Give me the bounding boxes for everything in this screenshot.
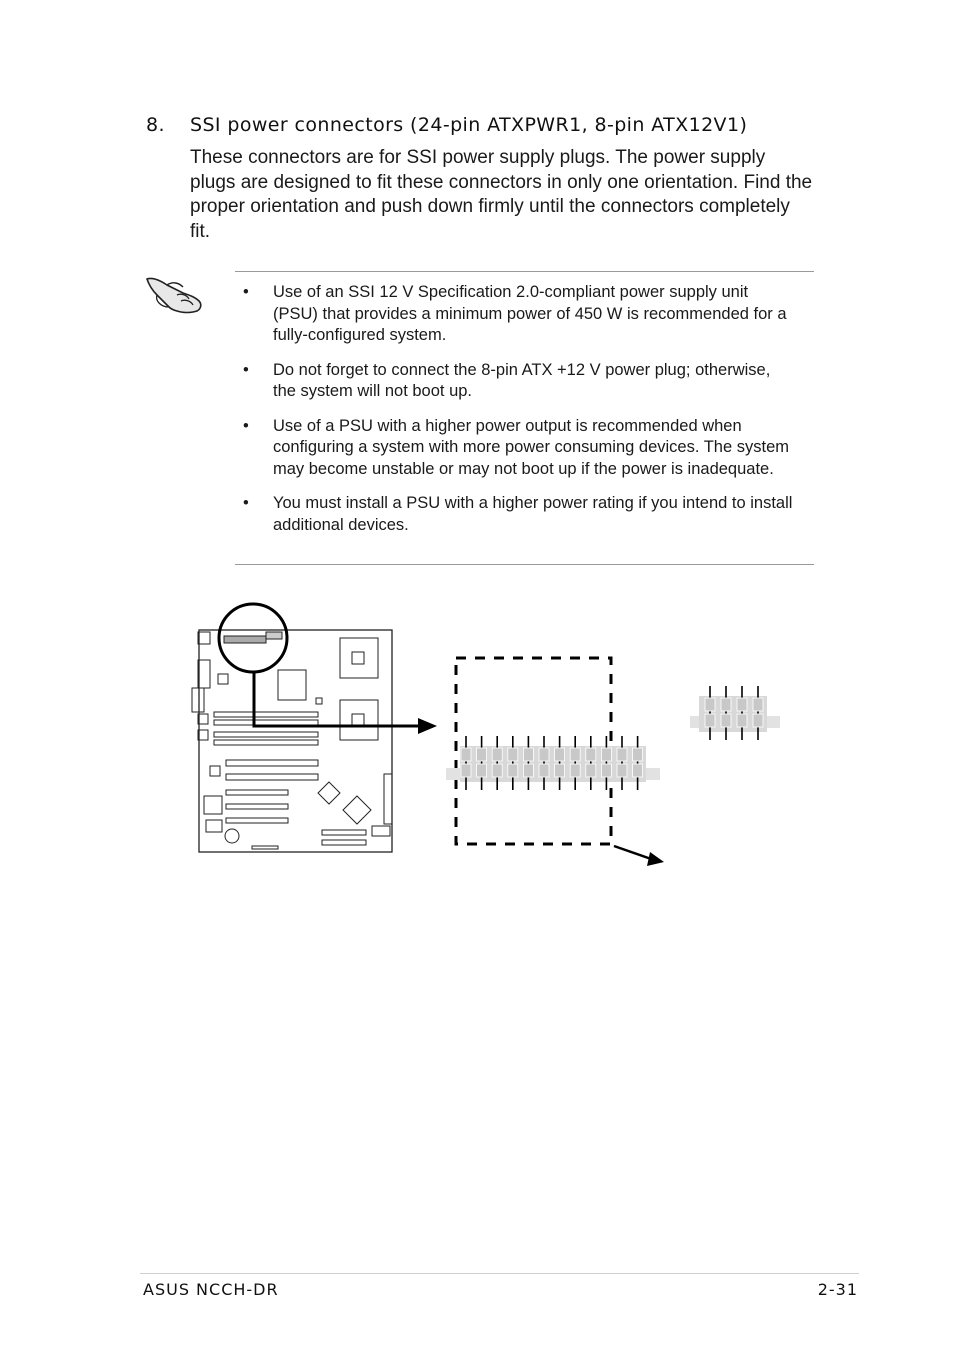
pin-socket — [508, 764, 518, 777]
section-title: SSI power connectors (24-pin ATXPWR1, 8-pin ATX12V1) — [190, 114, 748, 136]
pin-socket — [753, 714, 763, 727]
pin-socket — [477, 748, 487, 761]
motherboard-layout — [192, 630, 392, 852]
note-text: Do not forget to connect the 8-pin ATX +12 V power plug; otherwise, the system will not boot up. — [273, 360, 771, 400]
bullet: • — [243, 360, 249, 379]
pin-socket — [555, 764, 565, 777]
power-connector-diagram — [0, 590, 954, 880]
pin-socket — [633, 764, 643, 777]
footer-product: ASUS NCCH-DR — [143, 1280, 279, 1299]
atx12v-connector — [690, 686, 780, 740]
footer-page-number: 2-31 — [817, 1280, 858, 1299]
pin-socket — [523, 764, 533, 777]
pin-socket — [586, 748, 596, 761]
note-text: Use of a PSU with a higher power output is recommended when configuring a system with more power consuming devices. The system may become unstable or may not boot up if the power is inadequate. — [273, 416, 789, 478]
pointer-arrow — [647, 852, 664, 866]
pin-socket — [586, 764, 596, 777]
bullet: • — [243, 283, 249, 301]
pin-socket — [461, 748, 471, 761]
pin-socket — [601, 764, 611, 777]
pointing-hand-icon — [143, 271, 205, 315]
section-heading — [146, 114, 846, 136]
bullet: • — [243, 416, 249, 435]
pin-socket — [737, 714, 747, 727]
pin-socket — [539, 748, 549, 761]
note-item — [235, 493, 795, 536]
section-body: These connectors are for SSI power supply plugs. The power supply plugs are designed to fit these connectors in only one orientation. Find the proper orientation and push down firmly until the connectors completely fit. — [190, 147, 813, 242]
pin-socket — [737, 698, 747, 711]
note-text: You must install a PSU with a higher power rating if you intend to install additional devices. — [273, 494, 793, 534]
pin-socket — [633, 748, 643, 761]
callout-line — [254, 672, 420, 726]
pin-socket — [477, 764, 487, 777]
pin-socket — [705, 698, 715, 711]
pin-socket — [555, 748, 565, 761]
pin-socket — [570, 748, 580, 761]
pin-socket — [753, 698, 763, 711]
pin-socket — [601, 748, 611, 761]
note-item — [235, 282, 795, 347]
pin-socket — [508, 748, 518, 761]
callout-arrow — [418, 718, 437, 734]
pin-socket — [705, 714, 715, 727]
note-text: Use of an SSI 12 V Specification 2.0-compliant power supply unit (PSU) that provides a minimum power of 450 W is recommended for a fully-configured system. — [273, 283, 787, 344]
note-item — [235, 360, 795, 403]
pin-socket — [570, 764, 580, 777]
bullet: • — [243, 494, 249, 512]
note-box — [235, 271, 814, 565]
atx24-connector — [446, 658, 660, 844]
pin-socket — [617, 764, 627, 777]
pin-socket — [523, 748, 533, 761]
section-number: 8. — [146, 114, 165, 136]
pin-socket — [461, 764, 471, 777]
note-item — [235, 416, 795, 481]
pointer-line — [614, 846, 654, 860]
pin-socket — [492, 764, 502, 777]
pin-socket — [539, 764, 549, 777]
pin-socket — [721, 714, 731, 727]
pin-socket — [492, 748, 502, 761]
pin-socket — [721, 698, 731, 711]
footer-rule — [140, 1273, 859, 1274]
pin-socket — [617, 748, 627, 761]
note-list — [235, 282, 795, 549]
